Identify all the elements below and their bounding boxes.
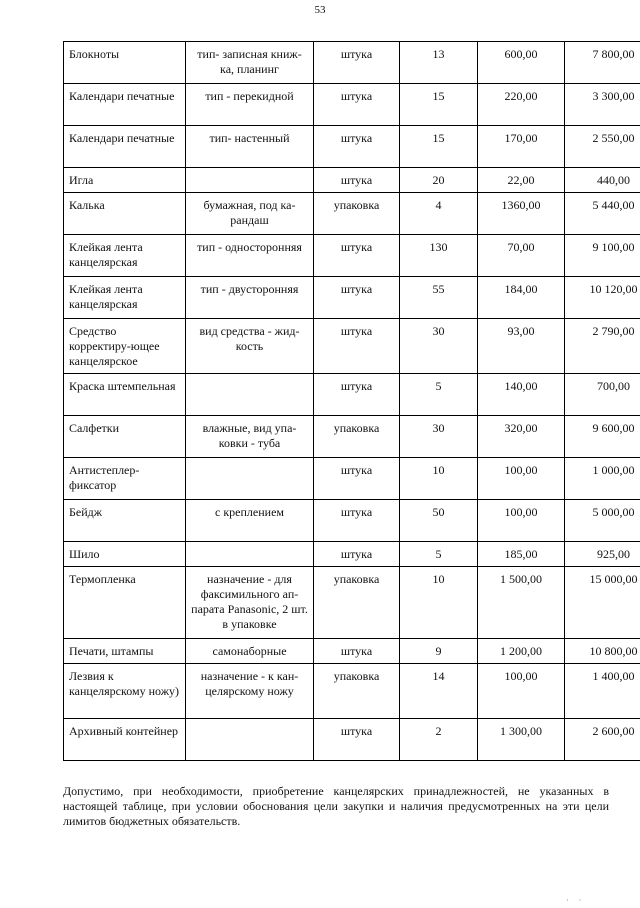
cell-unit: штука xyxy=(314,42,400,84)
cell-unit: штука xyxy=(314,84,400,126)
cell-unit: штука xyxy=(314,277,400,319)
cell-name: Блокноты xyxy=(64,42,186,84)
page-number: 53 xyxy=(0,3,640,18)
cell-name: Клейкая лента канцелярская xyxy=(64,277,186,319)
cell-price: 1 500,00 xyxy=(478,567,565,639)
cell-quantity: 30 xyxy=(400,416,478,458)
cell-characteristic: вид средства - жид-кость xyxy=(186,319,314,374)
cell-total: 3 300,00 xyxy=(565,84,640,126)
cell-total: 10 120,00 xyxy=(565,277,640,319)
cell-total: 10 800,00 xyxy=(565,639,640,664)
cell-name: Краска штемпельная xyxy=(64,374,186,416)
scan-marks: · · xyxy=(566,893,585,908)
cell-unit: упаковка xyxy=(314,567,400,639)
table-row xyxy=(64,500,640,542)
cell-price: 220,00 xyxy=(478,84,565,126)
cell-unit: штука xyxy=(314,374,400,416)
cell-name: Печати, штампы xyxy=(64,639,186,664)
table-row xyxy=(64,719,640,761)
table-row xyxy=(64,319,640,374)
cell-characteristic: тип- записная книж-ка, планинг xyxy=(186,42,314,84)
cell-characteristic: тип- настенный xyxy=(186,126,314,168)
cell-total: 9 600,00 xyxy=(565,416,640,458)
cell-unit: упаковка xyxy=(314,416,400,458)
cell-total: 1 000,00 xyxy=(565,458,640,500)
cell-name: Шило xyxy=(64,542,186,567)
cell-name: Калька xyxy=(64,193,186,235)
cell-total: 5 440,00 xyxy=(565,193,640,235)
cell-total: 1 400,00 xyxy=(565,664,640,719)
table-row xyxy=(64,416,640,458)
cell-quantity: 10 xyxy=(400,458,478,500)
cell-name: Календари печатные xyxy=(64,84,186,126)
cell-quantity: 10 xyxy=(400,567,478,639)
cell-price: 185,00 xyxy=(478,542,565,567)
cell-characteristic xyxy=(186,168,314,193)
cell-quantity: 15 xyxy=(400,126,478,168)
cell-quantity: 15 xyxy=(400,84,478,126)
cell-total: 5 000,00 xyxy=(565,500,640,542)
cell-unit: упаковка xyxy=(314,664,400,719)
cell-characteristic: назначение - к кан-целярскому ножу xyxy=(186,664,314,719)
cell-quantity: 20 xyxy=(400,168,478,193)
supplies-table-body xyxy=(64,42,640,761)
cell-quantity: 2 xyxy=(400,719,478,761)
cell-price: 100,00 xyxy=(478,664,565,719)
cell-total: 2 550,00 xyxy=(565,126,640,168)
table-row xyxy=(64,84,640,126)
table-row xyxy=(64,639,640,664)
cell-price: 600,00 xyxy=(478,42,565,84)
cell-total: 2 600,00 xyxy=(565,719,640,761)
cell-characteristic: с креплением xyxy=(186,500,314,542)
cell-quantity: 14 xyxy=(400,664,478,719)
cell-quantity: 55 xyxy=(400,277,478,319)
cell-unit: штука xyxy=(314,458,400,500)
cell-characteristic xyxy=(186,719,314,761)
cell-unit: штука xyxy=(314,126,400,168)
cell-total: 9 100,00 xyxy=(565,235,640,277)
cell-total: 7 800,00 xyxy=(565,42,640,84)
cell-characteristic: бумажная, под ка-рандаш xyxy=(186,193,314,235)
cell-price: 170,00 xyxy=(478,126,565,168)
cell-price: 22,00 xyxy=(478,168,565,193)
cell-name: Игла xyxy=(64,168,186,193)
cell-quantity: 50 xyxy=(400,500,478,542)
cell-unit: упаковка xyxy=(314,193,400,235)
cell-unit: штука xyxy=(314,168,400,193)
cell-unit: штука xyxy=(314,235,400,277)
cell-price: 320,00 xyxy=(478,416,565,458)
cell-quantity: 30 xyxy=(400,319,478,374)
cell-quantity: 130 xyxy=(400,235,478,277)
cell-total: 440,00 xyxy=(565,168,640,193)
table-row xyxy=(64,277,640,319)
cell-quantity: 13 xyxy=(400,42,478,84)
cell-unit: штука xyxy=(314,319,400,374)
cell-quantity: 5 xyxy=(400,374,478,416)
cell-total: 700,00 xyxy=(565,374,640,416)
cell-price: 184,00 xyxy=(478,277,565,319)
cell-price: 1360,00 xyxy=(478,193,565,235)
cell-name: Термопленка xyxy=(64,567,186,639)
cell-total: 925,00 xyxy=(565,542,640,567)
table-row xyxy=(64,542,640,567)
cell-name: Лезвия к канцелярскому ножу) xyxy=(64,664,186,719)
cell-price: 100,00 xyxy=(478,458,565,500)
cell-unit: штука xyxy=(314,719,400,761)
cell-name: Календари печатные xyxy=(64,126,186,168)
cell-unit: штука xyxy=(314,500,400,542)
table-row xyxy=(64,126,640,168)
table-row xyxy=(64,168,640,193)
table-row xyxy=(64,664,640,719)
footnote-paragraph: Допустимо, при необходимости, приобретение канцелярских принадлежностей, не указанных в настоящей таблице, при условии обоснования цели закупки и наличия предусмотренных на эти цели лимитов бюджетных обязательств. xyxy=(63,784,609,829)
cell-price: 70,00 xyxy=(478,235,565,277)
cell-characteristic: назначение - для факсимильного ап-парата Panasonic, 2 шт. в упаковке xyxy=(186,567,314,639)
table-row xyxy=(64,458,640,500)
cell-name: Средство корректиру-ющее канцелярское xyxy=(64,319,186,374)
table-row xyxy=(64,567,640,639)
cell-price: 1 300,00 xyxy=(478,719,565,761)
table-row xyxy=(64,374,640,416)
cell-characteristic xyxy=(186,458,314,500)
cell-name: Клейкая лента канцелярская xyxy=(64,235,186,277)
cell-characteristic xyxy=(186,542,314,567)
cell-unit: штука xyxy=(314,542,400,567)
cell-price: 140,00 xyxy=(478,374,565,416)
cell-quantity: 9 xyxy=(400,639,478,664)
cell-name: Бейдж xyxy=(64,500,186,542)
cell-total: 2 790,00 xyxy=(565,319,640,374)
cell-name: Салфетки xyxy=(64,416,186,458)
cell-characteristic: тип - односторонняя xyxy=(186,235,314,277)
table-row xyxy=(64,193,640,235)
cell-price: 100,00 xyxy=(478,500,565,542)
cell-characteristic: тип - перекидной xyxy=(186,84,314,126)
cell-characteristic: влажные, вид упа-ковки - туба xyxy=(186,416,314,458)
cell-name: Антистеплер-фиксатор xyxy=(64,458,186,500)
cell-characteristic: самонаборные xyxy=(186,639,314,664)
table-row xyxy=(64,42,640,84)
table-row xyxy=(64,235,640,277)
supplies-table xyxy=(63,41,640,761)
cell-price: 1 200,00 xyxy=(478,639,565,664)
cell-total: 15 000,00 xyxy=(565,567,640,639)
cell-price: 93,00 xyxy=(478,319,565,374)
cell-quantity: 4 xyxy=(400,193,478,235)
cell-characteristic: тип - двусторонняя xyxy=(186,277,314,319)
cell-characteristic xyxy=(186,374,314,416)
cell-quantity: 5 xyxy=(400,542,478,567)
cell-unit: штука xyxy=(314,639,400,664)
cell-name: Архивный контейнер xyxy=(64,719,186,761)
